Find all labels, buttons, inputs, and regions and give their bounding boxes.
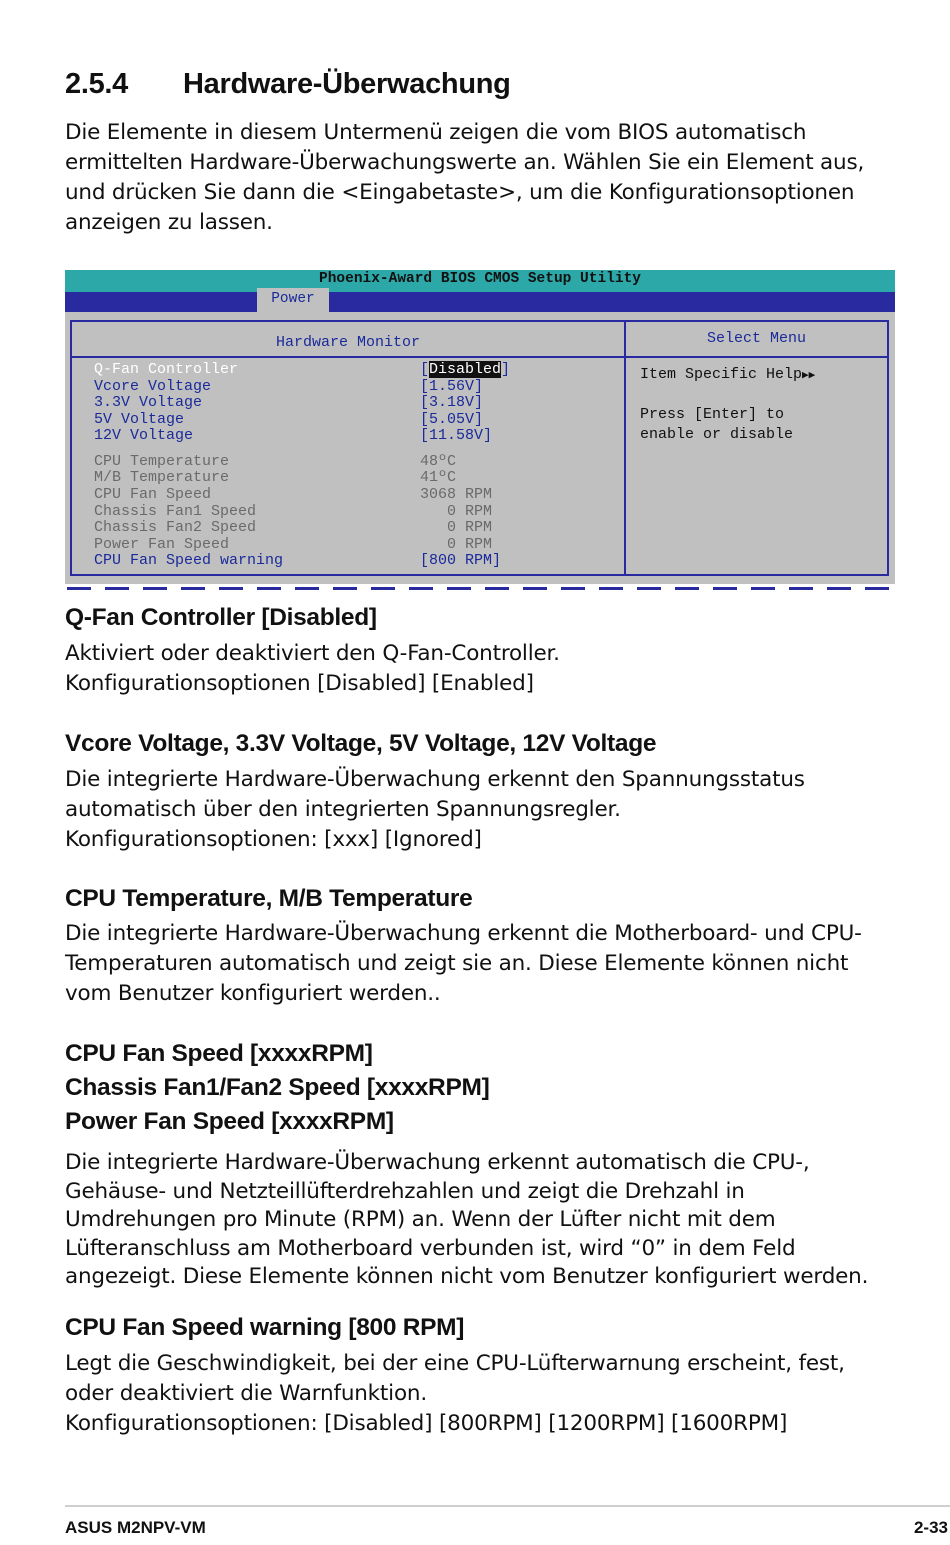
temperature-text: Die integrierte Hardware-Überwachung erkennt die Motherboard- und CPU-Temperaturen automatisch und zeigt sie an. Diese Elemente können nicht vom Benutzer konfiguriert werden.. bbox=[65, 921, 862, 1006]
heading-chassis-fan: Chassis Fan1/Fan2 Speed [xxxxRPM] bbox=[65, 1074, 490, 1101]
heading-temperature: CPU Temperature, M/B Temperature bbox=[65, 885, 473, 912]
bios-row-12v[interactable]: 12V Voltage [11.58V] bbox=[94, 427, 493, 444]
section-title bbox=[65, 68, 511, 101]
bios-row-cpu-fan: CPU Fan Speed 3068 RPM bbox=[94, 486, 493, 503]
section-temperature bbox=[65, 885, 905, 1009]
fan-warning-text-1: Legt die Geschwindigkeit, bei der eine CPU-Lüfterwarnung erscheint, fest, oder deaktiviert die Warnfunktion. bbox=[65, 1351, 845, 1406]
bios-row-cpu-fan-warning[interactable]: CPU Fan Speed warning [800 RPM] bbox=[94, 552, 502, 569]
voltage-text-2: Konfigurationsoptionen: [xxx] [Ignored] bbox=[65, 827, 482, 852]
panel-header-line bbox=[72, 356, 887, 358]
section-voltage bbox=[65, 730, 905, 855]
bios-screenshot bbox=[65, 270, 895, 584]
select-menu-title: Select Menu bbox=[706, 330, 807, 347]
bios-row-chassis-fan2: Chassis Fan2 Speed 0 RPM bbox=[94, 519, 493, 536]
fan-warning-text-2: Konfigurationsoptionen: [Disabled] [800RPM] [1200RPM] [1600RPM] bbox=[65, 1411, 788, 1436]
help-item-specific: Item Specific Help▶▶ bbox=[640, 366, 816, 383]
footer-page-number: 2-33 bbox=[913, 1518, 948, 1537]
section-number: 2.5.4 bbox=[65, 68, 128, 100]
section-title-text: Hardware-Überwachung bbox=[183, 68, 511, 100]
help-press-enter: Press [Enter] to bbox=[640, 406, 785, 423]
bios-row-mb-temp: M/B Temperature 41ºC bbox=[94, 469, 457, 486]
footer-rule bbox=[65, 1505, 950, 1507]
help-enable-disable: enable or disable bbox=[640, 426, 794, 443]
panel-divider bbox=[624, 322, 626, 574]
bios-dashed-border bbox=[67, 587, 893, 590]
footer-product: ASUS M2NPV-VM bbox=[65, 1518, 206, 1537]
bios-row-3v3[interactable]: 3.3V Voltage [3.18V] bbox=[94, 394, 484, 411]
bios-tab-power[interactable]: Power bbox=[257, 288, 329, 312]
voltage-text-1: Die integrierte Hardware-Überwachung erkennt den Spannungsstatus automatisch über den integrierten Spannungsregler. bbox=[65, 767, 805, 822]
bios-row-cpu-temp: CPU Temperature 48ºC bbox=[94, 453, 457, 470]
heading-cpu-fan: CPU Fan Speed [xxxxRPM] bbox=[65, 1040, 373, 1067]
qfan-text-1: Aktiviert oder deaktiviert den Q-Fan-Controller. bbox=[65, 641, 560, 666]
bios-row-chassis-fan1: Chassis Fan1 Speed 0 RPM bbox=[94, 503, 493, 520]
fan-speed-text: Die integrierte Hardware-Überwachung erkennt automatisch die CPU-, Gehäuse- und Netzteillüfterdrehzahlen und zeigt die Drehzahl in Umdrehungen pro Minute (RPM) an. Wenn der Lüfter nicht mit dem Lüfteranschluss am Motherboard verbunden ist, wird “0” in dem Feld angezeigt. Diese Elemente können nicht vom Benutzer konfiguriert werden. bbox=[65, 1150, 869, 1289]
section-fan-speeds bbox=[65, 1037, 905, 1292]
double-arrow-icon: ▶▶ bbox=[802, 370, 816, 382]
hardware-monitor-title: Hardware Monitor bbox=[275, 334, 421, 351]
bios-row-5v[interactable]: 5V Voltage [5.05V] bbox=[94, 411, 484, 428]
bios-title-bar: Phoenix-Award BIOS CMOS Setup Utility bbox=[65, 270, 895, 292]
heading-fan-warning: CPU Fan Speed warning [800 RPM] bbox=[65, 1314, 465, 1341]
heading-qfan: Q-Fan Controller [Disabled] bbox=[65, 604, 377, 631]
qfan-text-2: Konfigurationsoptionen [Disabled] [Enabled] bbox=[65, 671, 534, 696]
bios-row-vcore[interactable]: Vcore Voltage [1.56V] bbox=[94, 378, 484, 395]
heading-voltage: Vcore Voltage, 3.3V Voltage, 5V Voltage, 12V Voltage bbox=[65, 730, 657, 757]
bios-menu-bar bbox=[65, 292, 895, 312]
section-qfan bbox=[65, 604, 905, 699]
qfan-value: Disabled bbox=[429, 361, 502, 378]
bios-panel bbox=[70, 320, 889, 576]
section-fan-warning bbox=[65, 1314, 905, 1439]
heading-power-fan: Power Fan Speed [xxxxRPM] bbox=[65, 1108, 394, 1135]
bios-row-power-fan: Power Fan Speed 0 RPM bbox=[94, 536, 493, 553]
section-intro: Die Elemente in diesem Untermenü zeigen die vom BIOS automatisch ermittelten Hardware-Überwachungswerte an. Wählen Sie ein Element aus, und drücken Sie dann die <Eingabetaste>, um die Konfigurationsoptionen anzeigen zu lassen. bbox=[65, 120, 865, 235]
bios-row-qfan[interactable]: Q-Fan Controller [Disabled] bbox=[94, 361, 511, 378]
